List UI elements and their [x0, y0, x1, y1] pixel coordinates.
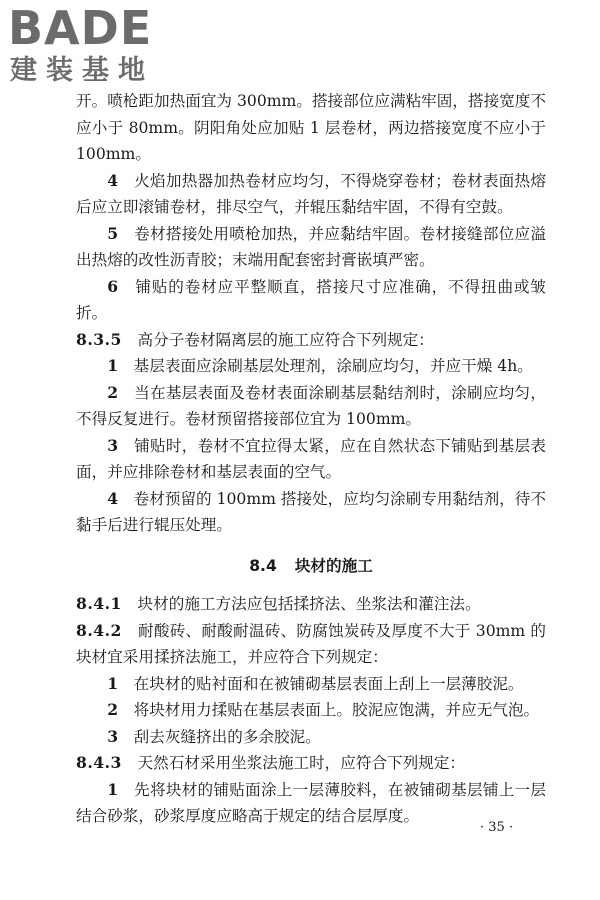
clause-8-4-2: 8.4.2 耐酸砖、耐酸耐温砖、防腐蚀炭砖及厚度不大于 30mm 的块材宜采用揉挤法施工，并应符合下列规定： — [76, 620, 546, 666]
page-body — [76, 88, 546, 830]
list-item: 4 卷材预留的 100mm 搭接处，应均匀涂刷专用黏结剂，待不黏手后进行辊压处理。 — [76, 488, 546, 534]
logo-subtitle: 建装基地 — [10, 55, 154, 86]
section-heading-8-4: 8.4 块材的施工 — [249, 556, 373, 575]
list-item: 6 铺贴的卷材应平整顺直，搭接尺寸应准确，不得扭曲或皱折。 — [76, 276, 546, 322]
page-number: · 35 · — [480, 820, 514, 835]
list-item: 2 将块材用力揉贴在基层表面上。胶泥应饱满，并应无气泡。 — [107, 700, 540, 719]
list-item: 1 先将块材的铺贴面涂上一层薄胶料，在被铺砌基层铺上一层结合砂浆，砂浆厚度应略高于规定的结合层厚度。 — [76, 779, 546, 825]
list-item: 4 火焰加热器加热卷材应均匀，不得烧穿卷材；卷材表面热熔后应立即滚铺卷材，排尽空气，并辊压黏结牢固，不得有空鼓。 — [76, 170, 546, 216]
list-item: 1 基层表面应涂刷基层处理剂，涂刷应均匀，并应干燥 4h。 — [107, 356, 533, 375]
clause-8-4-3: 8.4.3 天然石材采用坐浆法施工时，应符合下列规定： — [76, 753, 466, 772]
clause-8-3-5: 8.3.5 高分子卷材隔离层的施工应符合下列规定： — [76, 329, 434, 349]
paragraph-continuation: 开。喷枪距加热面宜为 300mm。搭接部位应满粘牢固，搭接宽度不应小于 80mm。阴阳角处应加贴 1 层卷材，两边搭接宽度不应小于 100mm。 — [76, 92, 546, 163]
bade-logo — [8, 1, 178, 88]
list-item: 2 当在基层表面及卷材表面涂刷基层黏结剂时，涂刷应均匀，不得反复进行。卷材预留搭接部位宜为 100mm。 — [76, 382, 546, 428]
list-item: 3 铺贴时，卷材不宜拉得太紧，应在自然状态下铺贴到基层表面，并应排除卷材和基层表面的空气。 — [76, 435, 546, 481]
logo-wordmark: BADE — [8, 1, 153, 55]
clause-8-4-1: 8.4.1 块材的施工方法应包括揉挤法、坐浆法和灌注法。 — [76, 594, 481, 613]
list-item: 1 在块材的贴衬面和在被铺砌基层表面上刮上一层薄胶泥。 — [107, 673, 524, 693]
list-item: 5 卷材搭接处用喷枪加热，并应黏结牢固。卷材接缝部位应溢出热熔的改性沥青胶；末端用配套密封膏嵌填严密。 — [76, 223, 546, 269]
list-item: 3 刮去灰缝挤出的多余胶泥。 — [107, 726, 321, 746]
